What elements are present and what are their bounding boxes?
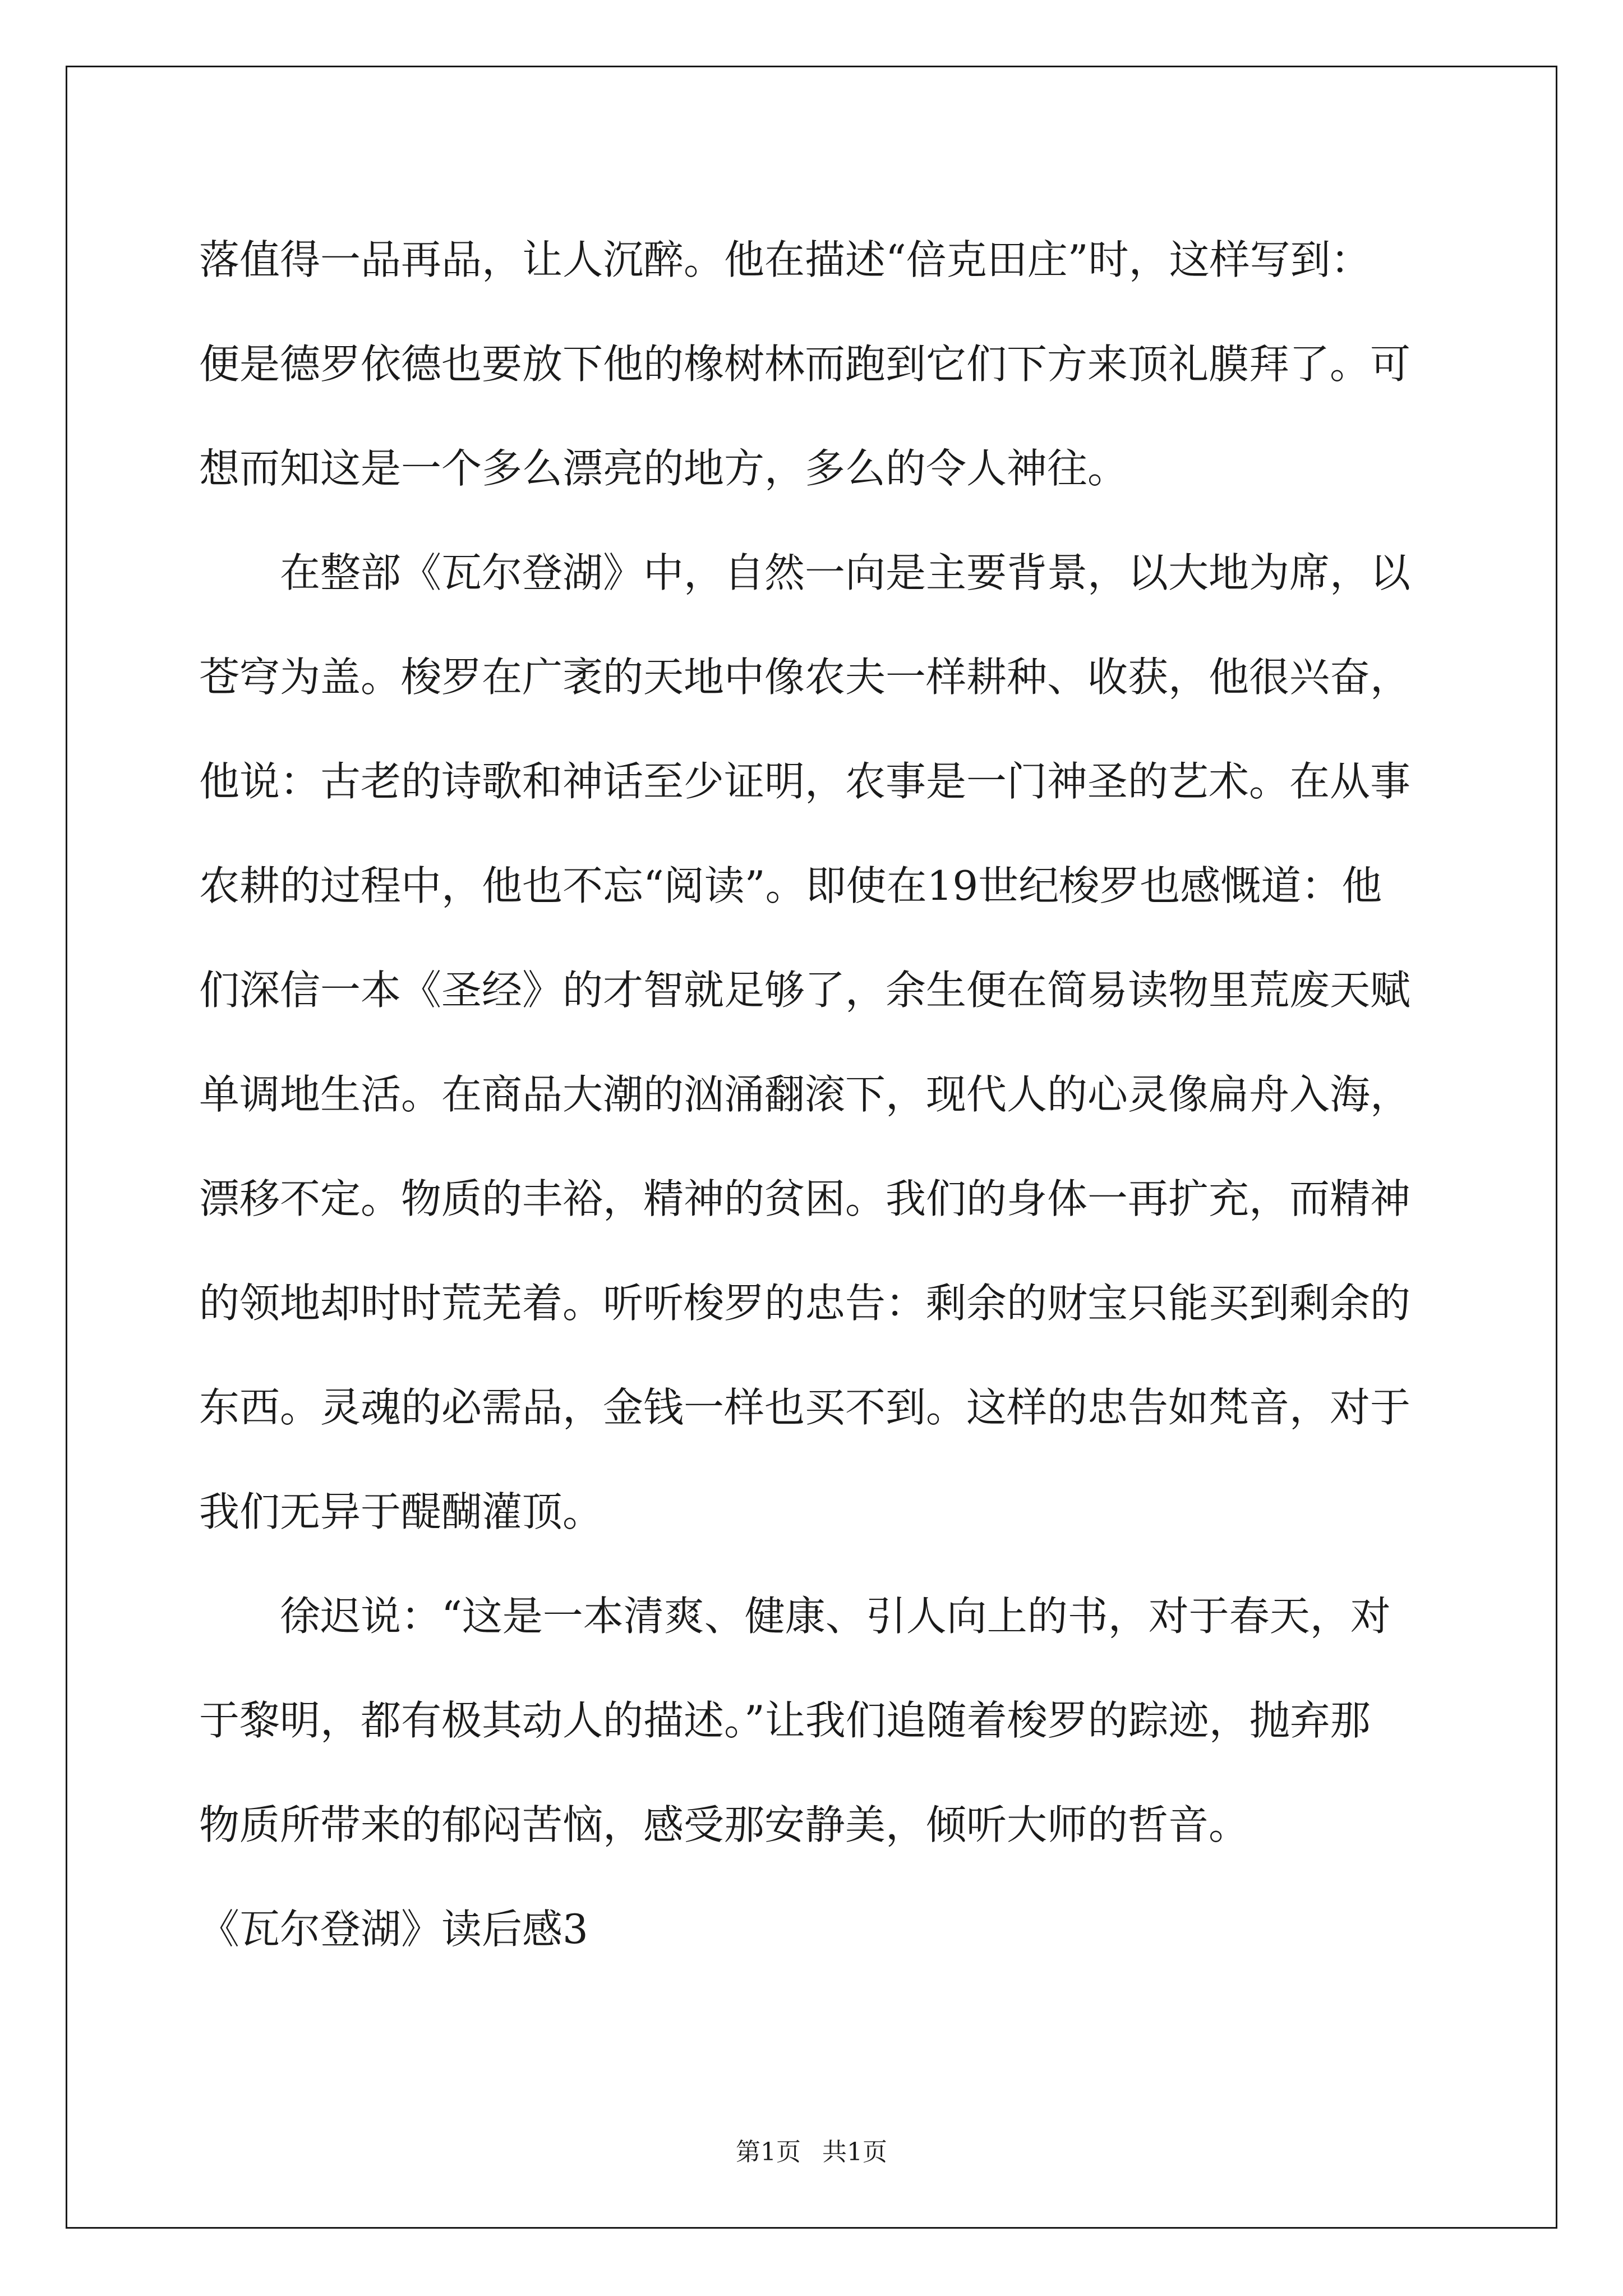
text-line: 便是德罗依德也要放下他的橡树林而跑到它们下方来顶礼膜拜了。可: [199, 341, 1411, 388]
text-line: 于黎明，都有极其动人的描述。”让我们追随着梭罗的踪迹，抛弃那: [199, 1697, 1371, 1744]
text-line: 物质所带来的郁闷苦恼，感受那安静美，倾听大师的哲音。: [199, 1801, 1249, 1848]
text-line: 落值得一品再品，让人沉醉。他在描述“倍克田庄”时，这样写到：: [199, 236, 1371, 283]
text-line: 的领地却时时荒芜着。听听梭罗的忠告：剩余的财宝只能买到剩余的: [199, 1280, 1411, 1327]
text-line: 想而知这是一个多么漂亮的地方，多么的令人神往。: [199, 445, 1128, 492]
paragraph-1: [199, 208, 1433, 521]
text-line: 单调地生活。在商品大潮的汹涌翻滚下，现代人的心灵像扁舟入海，: [199, 1071, 1411, 1118]
text-line: 他说：古老的诗歌和神话至少证明，农事是一门神圣的艺术。在从事: [199, 758, 1411, 805]
page-number: 第1页: [736, 2138, 801, 2166]
text-line: 在整部《瓦尔登湖》中，自然一向是主要背景，以大地为席，以: [280, 549, 1411, 596]
text-line: 农耕的过程中，他也不忘“阅读”。即使在19世纪梭罗也感慨道：他: [199, 862, 1382, 909]
text-line: 东西。灵魂的必需品，金钱一样也买不到。这样的忠告如梵音，对于: [199, 1384, 1411, 1431]
paragraph-3: [199, 1564, 1433, 1877]
text-line: 漂移不定。物质的丰裕，精神的贫困。我们的身体一再扩充，而精神: [199, 1175, 1411, 1222]
text-line: 苍穹为盖。梭罗在广袤的天地中像农夫一样耕种、收获，他很兴奋，: [199, 654, 1411, 701]
paragraph-2: [199, 521, 1433, 1564]
document-body: [199, 208, 1433, 1981]
page-footer: [0, 2132, 1623, 2168]
text-line: 们深信一本《圣经》的才智就足够了，余生便在简易读物里荒废天赋: [199, 967, 1411, 1014]
text-line: 我们无异于醍醐灌顶。: [199, 1488, 603, 1535]
section-heading: 《瓦尔登湖》读后感3: [199, 1906, 588, 1953]
text-line: 徐迟说：“这是一本清爽、健康、引人向上的书，对于春天，对: [280, 1593, 1391, 1640]
page-total: 共1页: [822, 2138, 887, 2166]
